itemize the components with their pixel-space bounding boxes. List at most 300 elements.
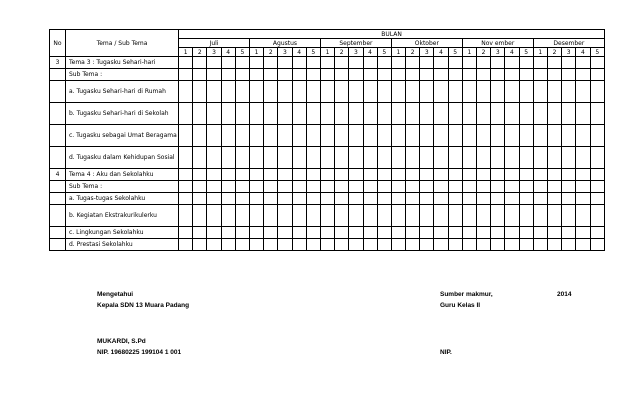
- signature-kepala-name: MUKARDI, S.Pd: [97, 338, 146, 345]
- week-cell: [590, 147, 605, 169]
- week-cell: [547, 103, 561, 125]
- week-cell: [193, 181, 207, 193]
- week-cell: [278, 205, 292, 227]
- week-cell: [590, 81, 605, 103]
- header-week: 5: [448, 48, 462, 57]
- row-no: 3: [50, 57, 66, 69]
- week-cell: [448, 181, 462, 193]
- week-cell: [235, 125, 249, 147]
- week-cell: [207, 239, 221, 251]
- header-week: 1: [391, 48, 405, 57]
- week-cell: [335, 227, 349, 239]
- week-cell: [420, 103, 434, 125]
- week-cell: [391, 81, 405, 103]
- schedule-table: [49, 29, 605, 251]
- header-week: 5: [519, 48, 533, 57]
- week-cell: [377, 205, 391, 227]
- week-cell: [505, 227, 519, 239]
- row-no: [50, 227, 66, 239]
- week-cell: [391, 181, 405, 193]
- week-cell: [320, 227, 334, 239]
- week-cell: [420, 239, 434, 251]
- week-cell: [505, 169, 519, 181]
- week-cell: [462, 181, 476, 193]
- week-cell: [477, 181, 491, 193]
- week-cell: [264, 193, 278, 205]
- week-cell: [434, 69, 448, 81]
- week-cell: [576, 227, 590, 239]
- week-cell: [292, 125, 306, 147]
- header-month: Desember: [533, 39, 604, 48]
- week-cell: [349, 125, 363, 147]
- week-cell: [221, 81, 235, 103]
- week-cell: [207, 81, 221, 103]
- week-cell: [235, 69, 249, 81]
- week-cell: [462, 193, 476, 205]
- week-cell: [278, 193, 292, 205]
- week-cell: [448, 227, 462, 239]
- week-cell: [193, 57, 207, 69]
- week-cell: [576, 69, 590, 81]
- week-cell: [562, 81, 576, 103]
- week-cell: [590, 169, 605, 181]
- week-cell: [491, 147, 505, 169]
- week-cell: [547, 69, 561, 81]
- week-cell: [491, 81, 505, 103]
- header-week: 5: [377, 48, 391, 57]
- week-cell: [278, 147, 292, 169]
- week-cell: [264, 147, 278, 169]
- week-cell: [221, 181, 235, 193]
- week-cell: [349, 103, 363, 125]
- week-cell: [377, 181, 391, 193]
- week-cell: [519, 103, 533, 125]
- week-cell: [250, 69, 264, 81]
- week-cell: [235, 103, 249, 125]
- week-cell: [576, 205, 590, 227]
- week-cell: [335, 103, 349, 125]
- week-cell: [207, 103, 221, 125]
- week-cell: [533, 193, 547, 205]
- week-cell: [491, 227, 505, 239]
- week-cell: [278, 181, 292, 193]
- week-cell: [391, 103, 405, 125]
- row-tema: d. Prestasi Sekolahku: [66, 239, 179, 251]
- week-cell: [533, 57, 547, 69]
- week-cell: [363, 147, 377, 169]
- row-no: [50, 147, 66, 169]
- week-cell: [235, 147, 249, 169]
- header-week: 5: [590, 48, 605, 57]
- week-cell: [576, 57, 590, 69]
- week-cell: [434, 193, 448, 205]
- week-cell: [320, 69, 334, 81]
- week-cell: [420, 193, 434, 205]
- week-cell: [264, 227, 278, 239]
- week-cell: [207, 193, 221, 205]
- week-cell: [562, 205, 576, 227]
- week-cell: [477, 57, 491, 69]
- week-cell: [576, 125, 590, 147]
- week-cell: [320, 147, 334, 169]
- row-tema: Tema 3 : Tugasku Sehari-hari: [66, 57, 179, 69]
- week-cell: [434, 239, 448, 251]
- signature-guru-nip: NIP.: [440, 349, 452, 356]
- week-cell: [179, 181, 193, 193]
- signature-place: Sumber makmur,: [440, 291, 493, 298]
- week-cell: [519, 69, 533, 81]
- week-cell: [533, 81, 547, 103]
- week-cell: [491, 103, 505, 125]
- week-cell: [533, 103, 547, 125]
- week-cell: [462, 147, 476, 169]
- week-cell: [434, 181, 448, 193]
- week-cell: [320, 81, 334, 103]
- week-cell: [278, 227, 292, 239]
- week-cell: [420, 125, 434, 147]
- week-cell: [250, 193, 264, 205]
- week-cell: [306, 181, 320, 193]
- week-cell: [377, 57, 391, 69]
- week-cell: [519, 227, 533, 239]
- week-cell: [320, 169, 334, 181]
- row-tema: c. Lingkungan Sekolahku: [66, 227, 179, 239]
- week-cell: [406, 69, 420, 81]
- week-cell: [391, 69, 405, 81]
- week-cell: [207, 125, 221, 147]
- header-month: September: [320, 39, 391, 48]
- week-cell: [250, 169, 264, 181]
- week-cell: [562, 193, 576, 205]
- week-cell: [235, 181, 249, 193]
- header-month: Oktober: [391, 39, 462, 48]
- week-cell: [193, 239, 207, 251]
- week-cell: [477, 193, 491, 205]
- week-cell: [207, 69, 221, 81]
- week-cell: [221, 227, 235, 239]
- week-cell: [335, 181, 349, 193]
- header-week: 3: [562, 48, 576, 57]
- week-cell: [363, 181, 377, 193]
- header-week: 4: [576, 48, 590, 57]
- week-cell: [221, 239, 235, 251]
- week-cell: [349, 147, 363, 169]
- week-cell: [420, 205, 434, 227]
- week-cell: [179, 193, 193, 205]
- week-cell: [179, 227, 193, 239]
- week-cell: [235, 81, 249, 103]
- week-cell: [320, 57, 334, 69]
- week-cell: [391, 239, 405, 251]
- week-cell: [547, 181, 561, 193]
- header-month: Agustus: [250, 39, 321, 48]
- week-cell: [306, 103, 320, 125]
- week-cell: [335, 69, 349, 81]
- week-cell: [306, 125, 320, 147]
- week-cell: [221, 193, 235, 205]
- header-week: 2: [477, 48, 491, 57]
- week-cell: [590, 239, 605, 251]
- week-cell: [221, 57, 235, 69]
- week-cell: [278, 57, 292, 69]
- week-cell: [363, 239, 377, 251]
- week-cell: [505, 239, 519, 251]
- week-cell: [179, 169, 193, 181]
- week-cell: [377, 227, 391, 239]
- week-cell: [193, 103, 207, 125]
- week-cell: [462, 205, 476, 227]
- week-cell: [491, 205, 505, 227]
- week-cell: [207, 181, 221, 193]
- week-cell: [562, 227, 576, 239]
- header-no: No: [50, 30, 66, 57]
- week-cell: [448, 103, 462, 125]
- week-cell: [292, 147, 306, 169]
- week-cell: [207, 227, 221, 239]
- week-cell: [363, 57, 377, 69]
- week-cell: [505, 125, 519, 147]
- week-cell: [505, 205, 519, 227]
- week-cell: [590, 69, 605, 81]
- week-cell: [320, 181, 334, 193]
- week-cell: [547, 193, 561, 205]
- week-cell: [462, 169, 476, 181]
- week-cell: [590, 181, 605, 193]
- header-week: 2: [264, 48, 278, 57]
- week-cell: [363, 193, 377, 205]
- week-cell: [420, 181, 434, 193]
- week-cell: [547, 169, 561, 181]
- row-no: [50, 125, 66, 147]
- week-cell: [264, 169, 278, 181]
- week-cell: [278, 239, 292, 251]
- week-cell: [391, 57, 405, 69]
- week-cell: [448, 69, 462, 81]
- week-cell: [448, 239, 462, 251]
- week-cell: [477, 227, 491, 239]
- week-cell: [462, 125, 476, 147]
- week-cell: [335, 169, 349, 181]
- week-cell: [590, 205, 605, 227]
- table-row: [50, 103, 605, 125]
- week-cell: [547, 81, 561, 103]
- week-cell: [533, 69, 547, 81]
- week-cell: [264, 103, 278, 125]
- week-cell: [335, 205, 349, 227]
- week-cell: [292, 57, 306, 69]
- week-cell: [562, 169, 576, 181]
- week-cell: [235, 57, 249, 69]
- week-cell: [292, 227, 306, 239]
- table-row: [50, 193, 605, 205]
- week-cell: [391, 193, 405, 205]
- row-no: [50, 103, 66, 125]
- week-cell: [391, 227, 405, 239]
- week-cell: [406, 193, 420, 205]
- row-no: [50, 81, 66, 103]
- table-row: [50, 125, 605, 147]
- week-cell: [306, 169, 320, 181]
- header-week: 2: [335, 48, 349, 57]
- week-cell: [505, 81, 519, 103]
- week-cell: [250, 147, 264, 169]
- header-week: 3: [491, 48, 505, 57]
- week-cell: [406, 125, 420, 147]
- week-cell: [533, 227, 547, 239]
- week-cell: [193, 169, 207, 181]
- week-cell: [391, 147, 405, 169]
- header-week: 1: [320, 48, 334, 57]
- week-cell: [179, 239, 193, 251]
- week-cell: [420, 81, 434, 103]
- week-cell: [590, 103, 605, 125]
- week-cell: [505, 69, 519, 81]
- week-cell: [306, 81, 320, 103]
- week-cell: [193, 69, 207, 81]
- week-cell: [349, 181, 363, 193]
- week-cell: [533, 239, 547, 251]
- week-cell: [420, 147, 434, 169]
- row-no: [50, 205, 66, 227]
- table-row: [50, 181, 605, 193]
- week-cell: [462, 81, 476, 103]
- week-cell: [179, 57, 193, 69]
- week-cell: [491, 239, 505, 251]
- week-cell: [491, 169, 505, 181]
- week-cell: [505, 181, 519, 193]
- header-week: 3: [278, 48, 292, 57]
- week-cell: [519, 57, 533, 69]
- week-cell: [264, 81, 278, 103]
- header-week: 5: [306, 48, 320, 57]
- row-tema: b. Tugasku Sehari-hari di Sekolah: [66, 103, 179, 125]
- week-cell: [278, 69, 292, 81]
- week-cell: [491, 57, 505, 69]
- week-cell: [306, 227, 320, 239]
- week-cell: [235, 193, 249, 205]
- row-tema: a. Tugasku Sehari-hari di Rumah: [66, 81, 179, 103]
- week-cell: [576, 193, 590, 205]
- week-cell: [406, 227, 420, 239]
- header-week: 4: [505, 48, 519, 57]
- week-cell: [448, 147, 462, 169]
- week-cell: [562, 239, 576, 251]
- week-cell: [491, 181, 505, 193]
- week-cell: [335, 81, 349, 103]
- week-cell: [264, 125, 278, 147]
- header-month: Juli: [179, 39, 250, 48]
- week-cell: [406, 81, 420, 103]
- week-cell: [250, 81, 264, 103]
- header-week: 2: [406, 48, 420, 57]
- week-cell: [434, 147, 448, 169]
- week-cell: [391, 169, 405, 181]
- week-cell: [519, 81, 533, 103]
- week-cell: [547, 205, 561, 227]
- header-week: 2: [193, 48, 207, 57]
- week-cell: [278, 103, 292, 125]
- week-cell: [448, 169, 462, 181]
- week-cell: [335, 125, 349, 147]
- week-cell: [363, 125, 377, 147]
- week-cell: [221, 103, 235, 125]
- week-cell: [179, 125, 193, 147]
- week-cell: [306, 205, 320, 227]
- week-cell: [519, 193, 533, 205]
- row-no: [50, 193, 66, 205]
- week-cell: [477, 239, 491, 251]
- week-cell: [505, 57, 519, 69]
- header-week: 4: [363, 48, 377, 57]
- week-cell: [221, 125, 235, 147]
- table-row: [50, 227, 605, 239]
- week-cell: [420, 227, 434, 239]
- week-cell: [306, 69, 320, 81]
- week-cell: [235, 205, 249, 227]
- week-cell: [533, 147, 547, 169]
- header-week: 2: [547, 48, 561, 57]
- week-cell: [519, 147, 533, 169]
- week-cell: [292, 69, 306, 81]
- signature-guru: Guru Kelas II: [440, 302, 481, 309]
- week-cell: [349, 227, 363, 239]
- week-cell: [477, 169, 491, 181]
- week-cell: [406, 169, 420, 181]
- week-cell: [491, 69, 505, 81]
- week-cell: [590, 227, 605, 239]
- week-cell: [562, 103, 576, 125]
- week-cell: [391, 205, 405, 227]
- week-cell: [221, 147, 235, 169]
- week-cell: [590, 125, 605, 147]
- week-cell: [193, 205, 207, 227]
- row-tema: Tema 4 : Aku dan Sekolahku: [66, 169, 179, 181]
- week-cell: [377, 239, 391, 251]
- week-cell: [519, 205, 533, 227]
- week-cell: [547, 147, 561, 169]
- week-cell: [221, 69, 235, 81]
- week-cell: [193, 227, 207, 239]
- week-cell: [576, 81, 590, 103]
- week-cell: [179, 81, 193, 103]
- week-cell: [462, 103, 476, 125]
- week-cell: [434, 125, 448, 147]
- header-week: 3: [349, 48, 363, 57]
- week-cell: [207, 205, 221, 227]
- week-cell: [590, 193, 605, 205]
- table-row: [50, 205, 605, 227]
- week-cell: [462, 57, 476, 69]
- week-cell: [434, 103, 448, 125]
- week-cell: [320, 239, 334, 251]
- week-cell: [349, 205, 363, 227]
- week-cell: [406, 57, 420, 69]
- week-cell: [278, 169, 292, 181]
- week-cell: [335, 57, 349, 69]
- week-cell: [349, 57, 363, 69]
- header-month: Nov ember: [462, 39, 533, 48]
- week-cell: [292, 103, 306, 125]
- week-cell: [278, 81, 292, 103]
- row-tema: c. Tugasku sebagai Umat Beragama: [66, 125, 179, 147]
- week-cell: [448, 125, 462, 147]
- week-cell: [264, 205, 278, 227]
- header-bulan: BULAN: [179, 30, 605, 39]
- week-cell: [491, 125, 505, 147]
- week-cell: [179, 205, 193, 227]
- week-cell: [292, 169, 306, 181]
- week-cell: [207, 169, 221, 181]
